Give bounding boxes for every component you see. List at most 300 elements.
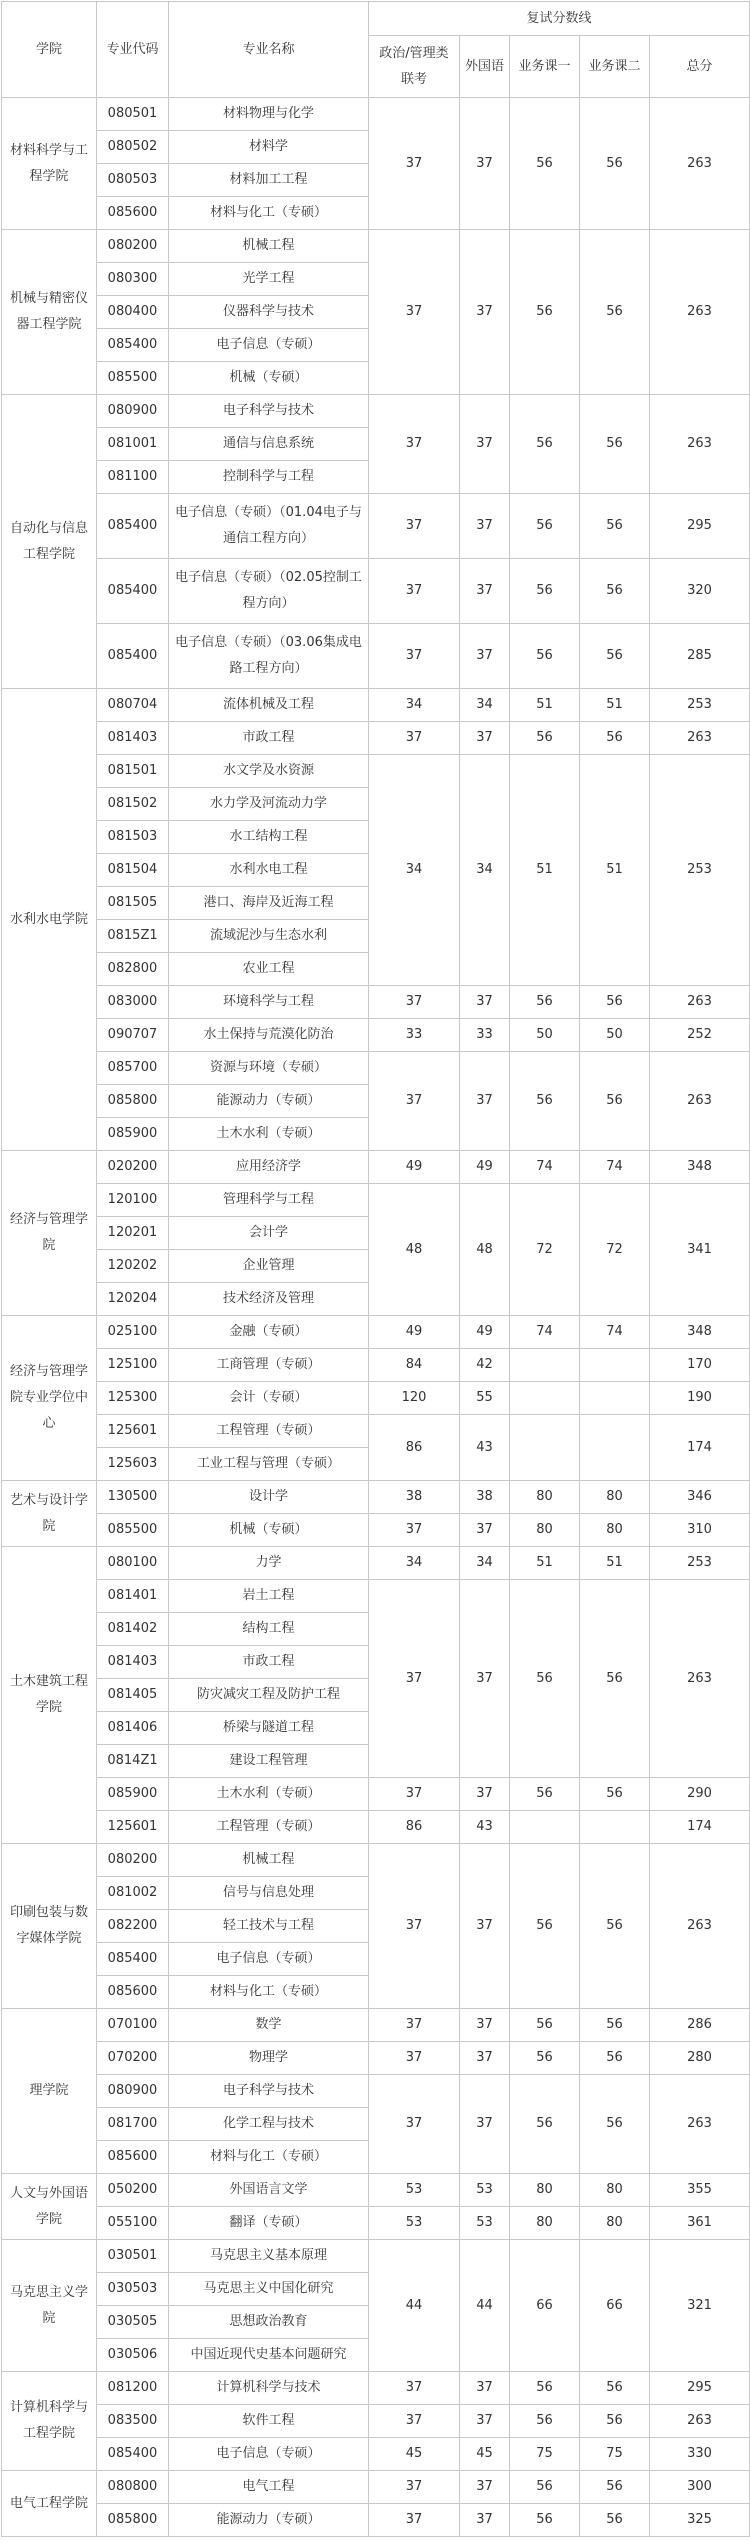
score-total: 320 <box>650 559 750 624</box>
score-foreign: 37 <box>460 2009 510 2042</box>
major-code: 085800 <box>97 2504 169 2537</box>
major-code: 130500 <box>97 1481 169 1514</box>
table-row <box>2 755 750 788</box>
college-name: 印刷包装与数字媒体学院 <box>9 1905 88 1946</box>
score-total: 325 <box>650 2504 750 2537</box>
score-total: 263 <box>650 230 750 395</box>
college-cell <box>2 2009 97 2174</box>
score-foreign: 53 <box>460 2207 510 2240</box>
major-name: 光学工程 <box>169 263 369 296</box>
major-name: 农业工程 <box>169 953 369 986</box>
college-name: 理学院 <box>29 2083 69 2098</box>
score-politics: 53 <box>369 2207 460 2240</box>
major-name: 管理科学与工程 <box>169 1184 369 1217</box>
major-code: 085600 <box>97 2141 169 2174</box>
score-foreign: 37 <box>460 2042 510 2075</box>
score-course1: 56 <box>510 559 580 624</box>
major-code: 080502 <box>97 131 169 164</box>
score-total: 280 <box>650 2042 750 2075</box>
score-course1: 51 <box>510 755 580 986</box>
major-name: 水土保持与荒漠化防治 <box>169 1019 369 1052</box>
score-total: 263 <box>650 1844 750 2009</box>
score-course2: 74 <box>580 1316 650 1349</box>
college-name: 土木建筑工程学院 <box>9 1674 88 1715</box>
score-politics: 37 <box>369 395 460 494</box>
major-code: 085900 <box>97 1118 169 1151</box>
score-course2: 80 <box>580 1514 650 1547</box>
score-total: 253 <box>650 689 750 722</box>
score-course2: 80 <box>580 2174 650 2207</box>
major-name: 电子信息（专硕）（03.06集成电路工程方向） <box>169 624 369 689</box>
major-name: 市政工程 <box>169 722 369 755</box>
major-code: 085700 <box>97 1052 169 1085</box>
score-politics: 37 <box>369 2471 460 2504</box>
score-course2 <box>580 1811 650 1844</box>
major-code: 085900 <box>97 1778 169 1811</box>
table-row <box>2 1778 750 1811</box>
major-code: 080300 <box>97 263 169 296</box>
table-row <box>2 2174 750 2207</box>
score-politics: 37 <box>369 230 460 395</box>
score-politics: 44 <box>369 2240 460 2372</box>
table-row <box>2 2372 750 2405</box>
score-foreign: 37 <box>460 1778 510 1811</box>
major-code: 125603 <box>97 1448 169 1481</box>
score-course2: 56 <box>580 624 650 689</box>
major-name: 能源动力（专硕） <box>169 2504 369 2537</box>
score-politics: 49 <box>369 1151 460 1184</box>
major-name: 港口、海岸及近海工程 <box>169 887 369 920</box>
major-name: 中国近现代史基本问题研究 <box>169 2339 369 2372</box>
college-cell <box>2 1316 97 1481</box>
score-total: 355 <box>650 2174 750 2207</box>
table-row <box>2 1019 750 1052</box>
major-name: 水文学及水资源 <box>169 755 369 788</box>
score-course2: 66 <box>580 2240 650 2372</box>
score-total: 330 <box>650 2438 750 2471</box>
score-foreign: 37 <box>460 2372 510 2405</box>
major-code: 080900 <box>97 395 169 428</box>
score-foreign: 43 <box>460 1811 510 1844</box>
college-name: 计算机科学与工程学院 <box>9 2400 88 2441</box>
score-total: 348 <box>650 1316 750 1349</box>
score-course1: 56 <box>510 2042 580 2075</box>
college-name: 电气工程学院 <box>9 2495 88 2511</box>
major-code: 085400 <box>97 494 169 559</box>
score-course1: 80 <box>510 1514 580 1547</box>
college-name: 材料科学与工程学院 <box>9 142 88 184</box>
score-foreign: 37 <box>460 624 510 689</box>
major-code: 080501 <box>97 98 169 131</box>
major-name: 工程管理（专硕） <box>169 1415 369 1448</box>
header-course2: 业务课二 <box>580 36 650 98</box>
score-total: 310 <box>650 1514 750 1547</box>
table-row <box>2 2042 750 2075</box>
table-row <box>2 2504 750 2537</box>
score-foreign: 37 <box>460 986 510 1019</box>
score-foreign: 33 <box>460 1019 510 1052</box>
college-name: 马克思主义学院 <box>9 2284 88 2326</box>
score-course1: 56 <box>510 2405 580 2438</box>
score-course2: 74 <box>580 1151 650 1184</box>
score-course1: 56 <box>510 2075 580 2174</box>
table-row <box>2 395 750 428</box>
header-total: 总分 <box>650 36 750 98</box>
major-code: 080800 <box>97 2471 169 2504</box>
major-code: 090707 <box>97 1019 169 1052</box>
score-course1: 72 <box>510 1184 580 1316</box>
major-code: 081001 <box>97 428 169 461</box>
score-total: 263 <box>650 1052 750 1151</box>
major-code: 085400 <box>97 329 169 362</box>
major-name: 材料加工工程 <box>169 164 369 197</box>
college-name: 艺术与设计学院 <box>9 1492 88 1534</box>
score-politics: 34 <box>369 1547 460 1580</box>
major-code: 085400 <box>97 559 169 624</box>
major-name: 材料与化工（专硕） <box>169 2141 369 2174</box>
score-politics: 37 <box>369 2075 460 2174</box>
major-name: 电子信息（专硕） <box>169 1943 369 1976</box>
score-foreign: 44 <box>460 2240 510 2372</box>
major-name: 土木水利（专硕） <box>169 1778 369 1811</box>
major-code: 080100 <box>97 1547 169 1580</box>
table-row <box>2 1415 750 1448</box>
score-politics: 37 <box>369 624 460 689</box>
score-total: 361 <box>650 2207 750 2240</box>
score-foreign: 34 <box>460 689 510 722</box>
score-course1: 56 <box>510 722 580 755</box>
major-code: 081504 <box>97 854 169 887</box>
score-course1: 74 <box>510 1316 580 1349</box>
score-course1 <box>510 1811 580 1844</box>
college-cell <box>2 1151 97 1316</box>
score-course1: 56 <box>510 98 580 230</box>
college-cell <box>2 395 97 689</box>
major-name: 信号与信息处理 <box>169 1877 369 1910</box>
major-name: 控制科学与工程 <box>169 461 369 494</box>
table-row <box>2 1052 750 1085</box>
score-politics: 120 <box>369 1382 460 1415</box>
college-name: 人文与外国语学院 <box>9 2185 88 2227</box>
major-code: 085400 <box>97 1943 169 1976</box>
score-total: 348 <box>650 1151 750 1184</box>
major-name: 材料与化工（专硕） <box>169 197 369 230</box>
major-name: 机械工程 <box>169 1844 369 1877</box>
score-politics: 37 <box>369 98 460 230</box>
major-code: 120201 <box>97 1217 169 1250</box>
major-name: 仪器科学与技术 <box>169 296 369 329</box>
major-name: 轻工技术与工程 <box>169 1910 369 1943</box>
major-code: 055100 <box>97 2207 169 2240</box>
table-row <box>2 1580 750 1613</box>
major-code: 081700 <box>97 2108 169 2141</box>
major-name: 外国语言文学 <box>169 2174 369 2207</box>
score-course2: 56 <box>580 395 650 494</box>
major-name: 力学 <box>169 1547 369 1580</box>
score-course1: 56 <box>510 1844 580 2009</box>
major-name: 工业工程与管理（专硕） <box>169 1448 369 1481</box>
score-course1 <box>510 1415 580 1481</box>
score-foreign: 37 <box>460 1844 510 2009</box>
score-total: 263 <box>650 98 750 230</box>
score-course1: 56 <box>510 1580 580 1778</box>
score-table <box>1 1 750 2537</box>
major-name: 材料与化工（专硕） <box>169 1976 369 2009</box>
major-name: 工商管理（专硕） <box>169 1349 369 1382</box>
college-cell <box>2 689 97 1151</box>
score-course1 <box>510 1382 580 1415</box>
college-name: 水利水电学院 <box>9 911 88 927</box>
score-course1: 66 <box>510 2240 580 2372</box>
score-course1: 56 <box>510 2471 580 2504</box>
major-name: 能源动力（专硕） <box>169 1085 369 1118</box>
table-row <box>2 722 750 755</box>
table-row <box>2 1844 750 1877</box>
score-foreign: 48 <box>460 1184 510 1316</box>
major-name: 材料物理与化学 <box>169 98 369 131</box>
table-row <box>2 230 750 263</box>
score-foreign: 37 <box>460 1052 510 1151</box>
major-name: 马克思主义基本原理 <box>169 2240 369 2273</box>
major-name: 电子信息（专硕） <box>169 329 369 362</box>
score-foreign: 37 <box>460 2471 510 2504</box>
major-name: 工程管理（专硕） <box>169 1811 369 1844</box>
table-row <box>2 1184 750 1217</box>
header-politics: 政治/管理类联考 <box>369 36 460 98</box>
major-name: 水力学及河流动力学 <box>169 788 369 821</box>
major-name: 技术经济及管理 <box>169 1283 369 1316</box>
score-course2: 80 <box>580 2207 650 2240</box>
major-code: 0815Z1 <box>97 920 169 953</box>
score-total: 285 <box>650 624 750 689</box>
major-name: 机械（专硕） <box>169 1514 369 1547</box>
major-name: 电子信息（专硕）（01.04电子与通信工程方向） <box>169 494 369 559</box>
score-course1: 56 <box>510 230 580 395</box>
score-course1: 56 <box>510 494 580 559</box>
score-course1: 51 <box>510 689 580 722</box>
major-name: 马克思主义中国化研究 <box>169 2273 369 2306</box>
major-name: 机械（专硕） <box>169 362 369 395</box>
table-row <box>2 2240 750 2273</box>
score-total: 286 <box>650 2009 750 2042</box>
score-foreign: 37 <box>460 98 510 230</box>
major-code: 025100 <box>97 1316 169 1349</box>
header-college: 学院 <box>2 2 97 98</box>
score-total: 300 <box>650 2471 750 2504</box>
score-foreign: 37 <box>460 722 510 755</box>
score-politics: 37 <box>369 494 460 559</box>
major-code: 080200 <box>97 230 169 263</box>
score-course2: 56 <box>580 1580 650 1778</box>
major-name: 环境科学与工程 <box>169 986 369 1019</box>
score-politics: 37 <box>369 2042 460 2075</box>
major-code: 030501 <box>97 2240 169 2273</box>
college-cell <box>2 2471 97 2537</box>
college-name: 自动化与信息工程学院 <box>9 520 88 562</box>
major-code: 085600 <box>97 197 169 230</box>
score-total: 263 <box>650 2075 750 2174</box>
score-total: 263 <box>650 2405 750 2438</box>
score-course1: 74 <box>510 1151 580 1184</box>
score-politics: 37 <box>369 1514 460 1547</box>
score-foreign: 37 <box>460 559 510 624</box>
major-name: 会计（专硕） <box>169 1382 369 1415</box>
score-course2: 56 <box>580 2471 650 2504</box>
score-foreign: 37 <box>460 230 510 395</box>
score-course2: 75 <box>580 2438 650 2471</box>
major-name: 设计学 <box>169 1481 369 1514</box>
major-name: 电子科学与技术 <box>169 395 369 428</box>
major-name: 岩土工程 <box>169 1580 369 1613</box>
major-name: 翻译（专硕） <box>169 2207 369 2240</box>
major-name: 数学 <box>169 2009 369 2042</box>
major-code: 085500 <box>97 362 169 395</box>
major-code: 120204 <box>97 1283 169 1316</box>
score-total: 321 <box>650 2240 750 2372</box>
score-politics: 37 <box>369 2405 460 2438</box>
major-code: 070200 <box>97 2042 169 2075</box>
major-code: 081501 <box>97 755 169 788</box>
header-name: 专业名称 <box>169 2 369 98</box>
score-total: 253 <box>650 1547 750 1580</box>
table-row <box>2 2207 750 2240</box>
score-course1: 80 <box>510 2174 580 2207</box>
major-code: 081100 <box>97 461 169 494</box>
score-foreign: 49 <box>460 1316 510 1349</box>
table-row <box>2 2075 750 2108</box>
score-politics: 37 <box>369 1778 460 1811</box>
score-course2: 56 <box>580 98 650 230</box>
major-code: 085400 <box>97 624 169 689</box>
major-code: 082200 <box>97 1910 169 1943</box>
score-foreign: 43 <box>460 1415 510 1481</box>
score-course1: 80 <box>510 1481 580 1514</box>
table-row <box>2 2438 750 2471</box>
table-row <box>2 1547 750 1580</box>
score-politics: 37 <box>369 1844 460 2009</box>
score-course2: 80 <box>580 1481 650 1514</box>
score-course1: 56 <box>510 1052 580 1151</box>
score-foreign: 49 <box>460 1151 510 1184</box>
score-politics: 34 <box>369 689 460 722</box>
score-course2: 56 <box>580 2405 650 2438</box>
table-row <box>2 624 750 689</box>
major-name: 应用经济学 <box>169 1151 369 1184</box>
major-name: 水利水电工程 <box>169 854 369 887</box>
major-name: 流域泥沙与生态水利 <box>169 920 369 953</box>
score-course1: 56 <box>510 986 580 1019</box>
score-course2 <box>580 1415 650 1481</box>
score-total: 263 <box>650 986 750 1019</box>
score-course1: 51 <box>510 1547 580 1580</box>
major-code: 082800 <box>97 953 169 986</box>
table-row <box>2 98 750 131</box>
major-code: 081402 <box>97 1613 169 1646</box>
major-name: 电子科学与技术 <box>169 2075 369 2108</box>
major-name: 市政工程 <box>169 1646 369 1679</box>
score-total: 290 <box>650 1778 750 1811</box>
major-code: 080200 <box>97 1844 169 1877</box>
score-foreign: 42 <box>460 1349 510 1382</box>
score-course2: 51 <box>580 689 650 722</box>
table-row <box>2 986 750 1019</box>
major-name: 资源与环境（专硕） <box>169 1052 369 1085</box>
major-name: 流体机械及工程 <box>169 689 369 722</box>
score-course2: 56 <box>580 2042 650 2075</box>
major-name: 电子信息（专硕）（02.05控制工程方向） <box>169 559 369 624</box>
major-name: 软件工程 <box>169 2405 369 2438</box>
table-row <box>2 2471 750 2504</box>
score-total: 346 <box>650 1481 750 1514</box>
major-code: 085600 <box>97 1976 169 2009</box>
score-course2: 50 <box>580 1019 650 1052</box>
score-foreign: 37 <box>460 2405 510 2438</box>
score-politics: 86 <box>369 1415 460 1481</box>
score-politics: 37 <box>369 559 460 624</box>
table-row <box>2 1382 750 1415</box>
score-course2: 56 <box>580 559 650 624</box>
major-code: 125100 <box>97 1349 169 1382</box>
score-politics: 86 <box>369 1811 460 1844</box>
score-total: 252 <box>650 1019 750 1052</box>
score-foreign: 34 <box>460 1547 510 1580</box>
score-politics: 37 <box>369 2009 460 2042</box>
score-politics: 48 <box>369 1184 460 1316</box>
score-total: 190 <box>650 1382 750 1415</box>
score-foreign: 37 <box>460 395 510 494</box>
major-code: 070100 <box>97 2009 169 2042</box>
score-course1: 56 <box>510 2504 580 2537</box>
college-cell <box>2 1481 97 1547</box>
score-course2 <box>580 1349 650 1382</box>
major-name: 电子信息（专硕） <box>169 2438 369 2471</box>
header-code: 专业代码 <box>97 2 169 98</box>
major-code: 030503 <box>97 2273 169 2306</box>
table-row <box>2 1514 750 1547</box>
college-cell <box>2 1547 97 1844</box>
major-name: 企业管理 <box>169 1250 369 1283</box>
major-name: 材料学 <box>169 131 369 164</box>
major-code: 081502 <box>97 788 169 821</box>
major-name: 化学工程与技术 <box>169 2108 369 2141</box>
score-course2: 56 <box>580 230 650 395</box>
header-foreign: 外国语 <box>460 36 510 98</box>
major-name: 防灾减灾工程及防护工程 <box>169 1679 369 1712</box>
college-cell <box>2 2240 97 2372</box>
score-course2: 56 <box>580 1778 650 1811</box>
score-course1: 75 <box>510 2438 580 2471</box>
table-row <box>2 1481 750 1514</box>
score-total: 295 <box>650 494 750 559</box>
major-code: 080400 <box>97 296 169 329</box>
major-code: 081503 <box>97 821 169 854</box>
score-foreign: 55 <box>460 1382 510 1415</box>
score-foreign: 53 <box>460 2174 510 2207</box>
score-total: 341 <box>650 1184 750 1316</box>
major-code: 020200 <box>97 1151 169 1184</box>
score-politics: 84 <box>369 1349 460 1382</box>
major-name: 结构工程 <box>169 1613 369 1646</box>
score-course1: 56 <box>510 2372 580 2405</box>
major-code: 081403 <box>97 722 169 755</box>
score-politics: 37 <box>369 986 460 1019</box>
score-course1: 50 <box>510 1019 580 1052</box>
major-code: 081002 <box>97 1877 169 1910</box>
score-course1: 56 <box>510 1778 580 1811</box>
table-row <box>2 2009 750 2042</box>
table-row <box>2 559 750 624</box>
college-cell <box>2 2372 97 2471</box>
